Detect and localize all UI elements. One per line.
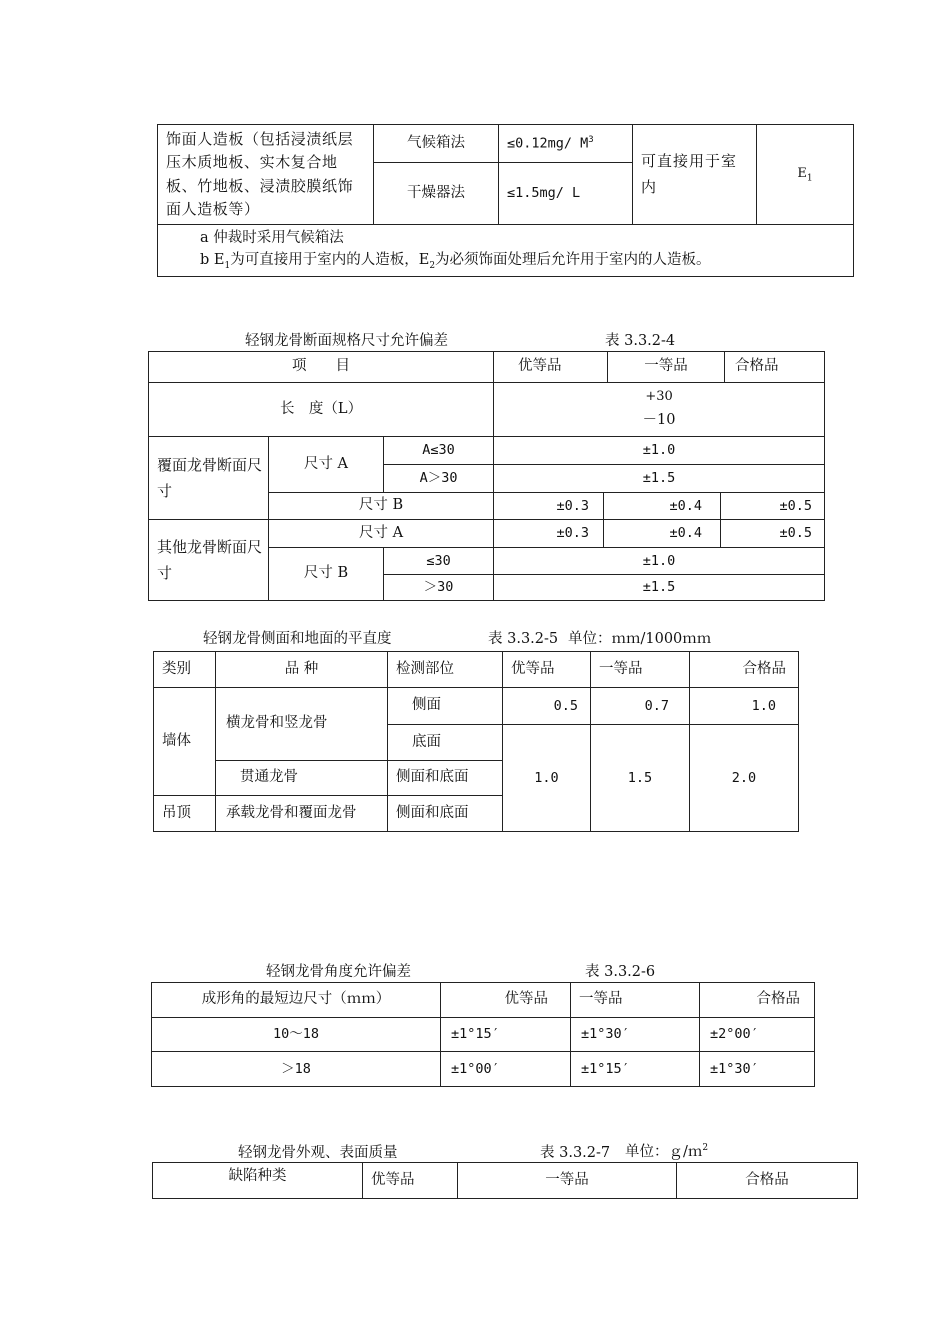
- part-label: 侧面: [388, 688, 503, 725]
- angle-value: ±1°15′: [571, 1052, 700, 1087]
- size-a-label: 尺寸 A: [269, 520, 494, 548]
- table-unit: 单位：ｍｍ/1000ｍｍ: [568, 631, 712, 647]
- header-grade-3: 合格品: [700, 983, 815, 1018]
- tolerance-value: ±0.4: [604, 520, 721, 548]
- length-label: 长 度（L）: [149, 383, 494, 437]
- range-label: ＞30: [384, 575, 494, 601]
- flatness-value: 1.5: [591, 725, 690, 832]
- table-title: 轻钢龙骨断面规格尺寸允许偏差: [245, 333, 448, 349]
- header-grade-1: 优等品: [494, 352, 608, 383]
- size-range: 10～18: [152, 1018, 441, 1052]
- angle-value: ±1°30′: [571, 1018, 700, 1052]
- tolerance-value: ±1.0: [494, 437, 825, 465]
- size-b-label: 尺寸 B: [269, 493, 494, 520]
- part-label: 底面: [388, 725, 503, 761]
- header-grade-1: 优等品: [441, 983, 571, 1018]
- table-number: 表 3.3.2-6: [585, 964, 656, 980]
- method-cell: 气候箱法: [374, 125, 499, 163]
- tolerance-value: ±0.5: [721, 493, 825, 520]
- grade-cell: $E_1$: [757, 125, 854, 225]
- table-title: 轻钢龙骨外观、表面质量: [238, 1145, 398, 1161]
- header-grade-1: 优等品: [503, 652, 591, 688]
- range-label: ≤30: [384, 548, 494, 575]
- note-b: b $E_1$为可直接用于室内的人造板，$E_2$为必须饰面处理后允许用于室内的人造板。: [200, 252, 711, 272]
- header-grade-2: 一等品: [591, 652, 690, 688]
- header-grade-2: 一等品: [571, 983, 700, 1018]
- header-grade-2: 一等品: [458, 1163, 677, 1199]
- angle-value: ±1°15′: [441, 1018, 571, 1052]
- angle-value: ±1°00′: [441, 1052, 571, 1087]
- header-grade-3: 合格品: [725, 352, 825, 383]
- emission-table: [157, 124, 854, 277]
- category-wall: 墙体: [154, 688, 216, 796]
- table-number: 表 3.3.2-5: [488, 631, 559, 647]
- range-label: A≤30: [384, 437, 494, 465]
- header-size: 成形角的最短边尺寸（ｍｍ）: [152, 983, 441, 1018]
- limit-cell: ≤0.12mg/ $M^3$: [499, 125, 633, 163]
- limit-cell: ≤1.5mg/ L: [499, 163, 633, 225]
- method-cell: 干燥器法: [374, 163, 499, 225]
- note-a: a 仲裁时采用气候箱法: [200, 230, 344, 246]
- table-number: 表 3.3.2-4: [605, 333, 676, 349]
- usage-cell: 可直接用于室内: [633, 125, 757, 225]
- tolerance-value: ±0.3: [494, 520, 604, 548]
- tolerance-value: ±1.5: [494, 465, 825, 493]
- header-part: 检测部位: [388, 652, 503, 688]
- flatness-table: [153, 651, 799, 832]
- angle-value: ±2°00′: [700, 1018, 815, 1052]
- header-grade-3: 合格品: [677, 1163, 858, 1199]
- angle-value: ±1°30′: [700, 1052, 815, 1087]
- flatness-value: 0.7: [591, 688, 690, 725]
- part-label: 侧面和底面: [388, 796, 503, 832]
- size-range: ＞18: [152, 1052, 441, 1087]
- cover-keel-label: 覆面龙骨断面尺寸: [149, 437, 269, 520]
- section-tolerance-table: [148, 351, 825, 601]
- kind-label: 贯通龙骨: [216, 761, 388, 796]
- range-label: A＞30: [384, 465, 494, 493]
- product-cell: 饰面人造板（包括浸渍纸层压木质地板、实木复合地板、竹地板、浸渍胶膜纸饰面人造板等）: [158, 125, 374, 225]
- header-grade-3: 合格品: [690, 652, 799, 688]
- tolerance-value: ±0.5: [721, 520, 825, 548]
- table-title: 轻钢龙骨角度允许偏差: [266, 964, 411, 980]
- header-item: 项 目: [149, 352, 494, 383]
- table-title: 轻钢龙骨侧面和地面的平直度: [203, 631, 392, 647]
- size-b-label: 尺寸 B: [269, 548, 384, 601]
- header-defect: 缺陷种类: [153, 1163, 363, 1199]
- part-label: 侧面和底面: [388, 761, 503, 796]
- table-unit: 单位：ｇ/ｍ$^2$: [625, 1143, 709, 1160]
- table-number: 表 3.3.2-7: [540, 1145, 611, 1161]
- header-kind: 品 种: [216, 652, 388, 688]
- tolerance-value: ±0.3: [494, 493, 604, 520]
- other-keel-label: 其他龙骨断面尺寸: [149, 520, 269, 601]
- flatness-value: 0.5: [503, 688, 591, 725]
- angle-tolerance-table: [151, 982, 815, 1087]
- flatness-value: 1.0: [503, 725, 591, 832]
- tolerance-value: ±0.4: [604, 493, 721, 520]
- length-tolerance: +30 －10: [494, 383, 825, 437]
- tolerance-value: ±1.5: [494, 575, 825, 601]
- flatness-value: 1.0: [690, 688, 799, 725]
- category-ceiling: 吊顶: [154, 796, 216, 832]
- tolerance-value: ±1.0: [494, 548, 825, 575]
- note-cell: [158, 225, 854, 277]
- kind-label: 承载龙骨和覆面龙骨: [216, 796, 388, 832]
- kind-label: 横龙骨和竖龙骨: [216, 688, 388, 761]
- flatness-value: 2.0: [690, 725, 799, 832]
- header-grade-2: 一等品: [608, 352, 725, 383]
- header-grade-1: 优等品: [363, 1163, 458, 1199]
- size-a-label: 尺寸 A: [269, 437, 384, 493]
- appearance-table: [152, 1162, 858, 1199]
- header-category: 类别: [154, 652, 216, 688]
